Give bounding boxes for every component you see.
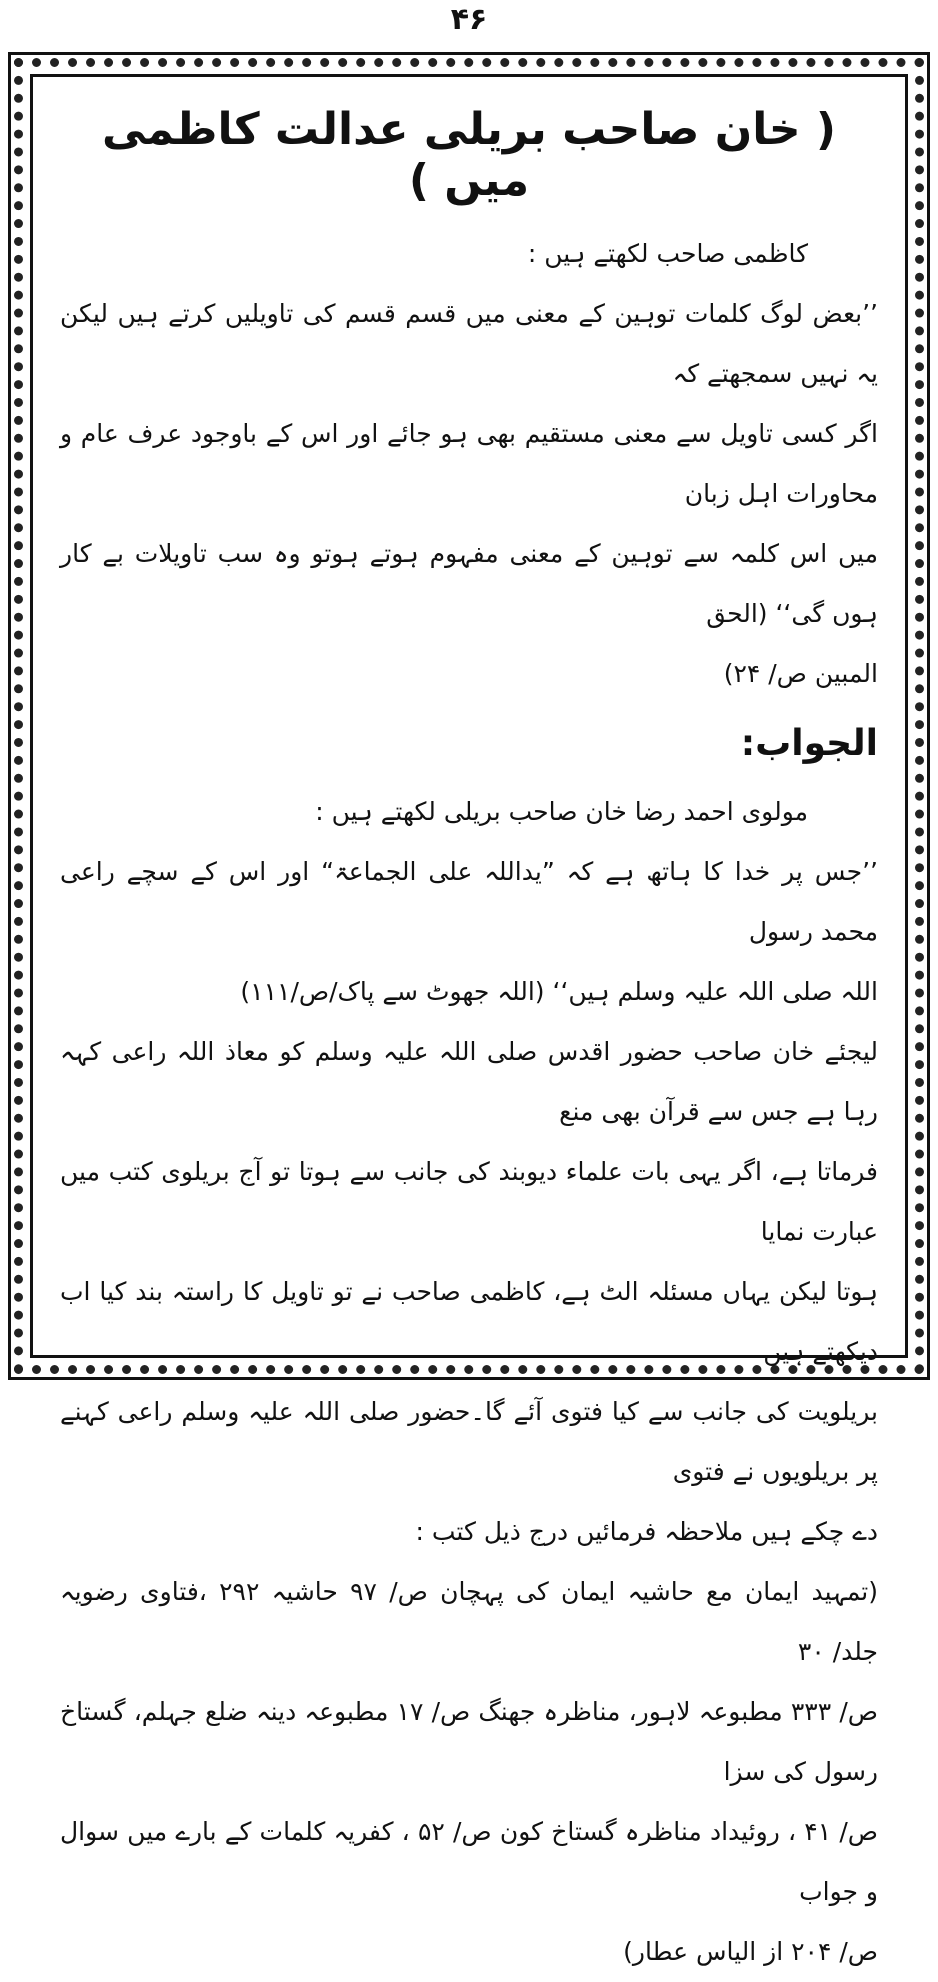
- commentary-line: فرماتا ہے، اگر یہی بات علماء دیوبند کی جانب سے ہوتا تو آج بریلوی کتب میں عبارت نمایا: [60, 1157, 878, 1246]
- commentary-line: لیجئے خان صاحب حضور اقدس صلی اللہ علیہ وسلم کو معاذ اللہ راعی کہہ رہا ہے جس سے قرآن بھی منع: [60, 1037, 878, 1126]
- quote-kazmi: [60, 284, 878, 704]
- page-content: [60, 90, 878, 1966]
- references: [60, 1562, 878, 1982]
- quote-line: ’’جس پر خدا کا ہاتھ ہے کہ ”یداللہ علی الجماعۃ“ اور اس کے سچے راعی محمد رسول: [60, 857, 878, 946]
- commentary-line: ہوتا لیکن یہاں مسئلہ الٹ ہے، کاظمی صاحب نے تو تاویل کا راستہ بند کیا اب دیکھتے ہیں: [60, 1277, 878, 1366]
- page-number: ۴۶: [450, 2, 488, 37]
- intro-line: کاظمی صاحب لکھتے ہیں :: [527, 239, 808, 268]
- quote-line: اگر کسی تاویل سے معنی مستقیم بھی ہو جائے اور اس کے باوجود عرف عام و محاورات اہل زبان: [60, 419, 878, 508]
- quote-line: المبین ص/ ۲۴): [723, 659, 878, 688]
- page-title: ( خان صاحب بریلی عدالت کاظمی میں ): [102, 104, 836, 206]
- reference-line: ص/ ۴۱ ، روئیداد مناظرہ گستاخ کون ص/ ۵۲ ، کفریہ کلمات کے بارے میں سوال و جواب: [60, 1817, 878, 1906]
- commentary-line: بریلویت کی جانب سے کیا فتوی آئے گا۔حضور صلی اللہ علیہ وسلم راعی کہنے پر بریلویوں نے فتوی: [60, 1397, 878, 1486]
- quote-barelvi: [60, 842, 878, 1022]
- intro2-line: مولوی احمد رضا خان صاحب بریلی لکھتے ہیں :: [315, 797, 808, 826]
- reference-line: ص/ ۲۰۴ از الیاس عطار): [623, 1937, 878, 1966]
- commentary-line: دے چکے ہیں ملاحظہ فرمائیں درج ذیل کتب :: [415, 1517, 878, 1546]
- quote-line: میں اس کلمہ سے توہین کے معنی مفہوم ہوتے ہوتو وہ سب تاویلات بے کار ہوں گی‘‘ (الحق: [60, 539, 878, 628]
- reference-line: ص/ ۳۳۳ مطبوعہ لاہور، مناظرہ جھنگ ص/ ۱۷ مطبوعہ دینہ ضلع جہلم، گستاخ رسول کی سزا: [60, 1697, 878, 1786]
- quote-line: اللہ صلی اللہ علیہ وسلم ہیں‘‘ (اللہ جھوٹ سے پاک/ص/۱۱۱): [240, 977, 878, 1006]
- answer-heading: الجواب:: [740, 723, 878, 764]
- quote-line: ’’بعض لوگ کلمات توہین کے معنی میں قسم قسم کی تاویلیں کرتے ہیں لیکن یہ نہیں سمجھتے کہ: [60, 299, 878, 388]
- commentary: [60, 1022, 878, 1562]
- reference-line: (تمہید ایمان مع حاشیہ ایمان کی پہچان ص/ ۹۷ حاشیہ ۲۹۲ ،فتاوی رضویہ جلد/ ۳۰: [60, 1577, 878, 1666]
